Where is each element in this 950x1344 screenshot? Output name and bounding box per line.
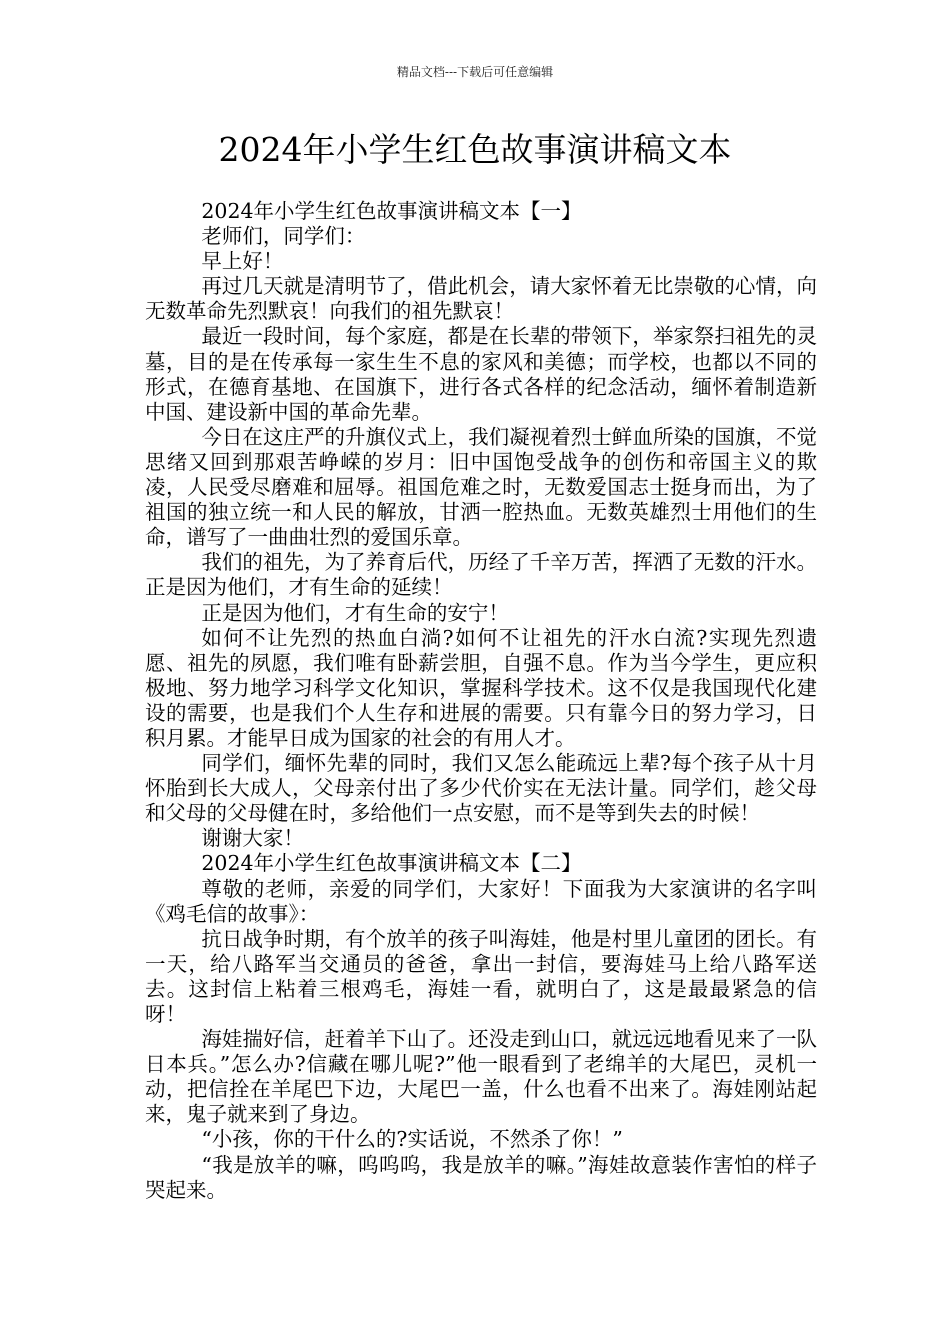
dialogue-line: “小孩，你的干什么的?实话说，不然杀了你！” bbox=[201, 1127, 623, 1152]
section-heading-1: 2024年小学生红色故事演讲稿文本【一】 bbox=[201, 199, 582, 223]
salutation: 老师们，同学们： bbox=[201, 224, 366, 249]
paragraph: 海娃揣好信，赶着羊下山了。还没走到山口，就远远地看见来了一队日本兵。”怎么办?信藏在哪儿呢?”他一眼看到了老绵羊的大尾巴，灵机一动，把信拴在羊尾巴下边，大尾巴一盖，什么也看不出来了。海娃刚站起来，鬼子就来到了身边。 bbox=[145, 1027, 817, 1127]
section-heading-2: 2024年小学生红色故事演讲稿文本【二】 bbox=[201, 851, 582, 876]
page-header-note: 精品文档---下载后可任意编辑 bbox=[396, 65, 554, 79]
paragraph: 最近一段时间，每个家庭，都是在长辈的带领下，举家祭扫祖先的灵墓，目的是在传承每一家生生不息的家风和美德；而学校，也都以不同的形式，在德育基地、在国旗下，进行各式各样的纪念活动，缅怀着制造新中国、建设新中国的革命先辈。 bbox=[145, 324, 817, 424]
paragraph: 我们的祖先，为了养育后代，历经了千辛万苦，挥洒了无数的汗水。正是因为他们，才有生命的延续！ bbox=[145, 550, 817, 600]
closing-thanks: 谢谢大家！ bbox=[201, 826, 304, 851]
paragraph: 尊敬的老师，亲爱的同学们，大家好！下面我为大家演讲的名字叫《鸡毛信的故事》： bbox=[145, 876, 817, 926]
greeting: 早上好！ bbox=[201, 249, 284, 274]
document-title: 2024年小学生红色故事演讲稿文本 bbox=[218, 130, 732, 169]
paragraph: 再过几天就是清明节了，借此机会，请大家怀着无比崇敬的心情，向无数革命先烈默哀！向我们的祖先默哀！ bbox=[145, 274, 817, 324]
paragraph: 正是因为他们，才有生命的安宁！ bbox=[201, 600, 509, 625]
paragraph: 抗日战争时期，有个放羊的孩子叫海娃，他是村里儿童团的团长。有一天，给八路军当交通员的爸爸，拿出一封信，要海娃马上给八路军送去。这封信上粘着三根鸡毛，海娃一看，就明白了，这是最最紧急的信呀！ bbox=[145, 926, 817, 1026]
paragraph: 今日在这庄严的升旗仪式上，我们凝视着烈士鲜血所染的国旗，不觉思绪又回到那艰苦峥嵘的岁月：旧中国饱受战争的创伤和帝国主义的欺凌，人民受尽磨难和屈辱。祖国危难之时，无数爱国志士挺身而出，为了祖国的独立统一和人民的解放，甘洒一腔热血。无数英雄烈士用他们的生命，谱写了一曲曲壮烈的爱国乐章。 bbox=[145, 424, 817, 550]
paragraph: 如何不让先烈的热血白淌?如何不让祖先的汗水白流?实现先烈遗愿、祖先的夙愿，我们唯有卧薪尝胆，自强不息。作为当今学生，更应积极地、努力地学习科学文化知识，掌握科学技术。这不仅是我国现代化建设的需要，也是我们个人生存和进展的需要。只有靠今日的努力学习，日积月累。才能早日成为国家的社会的有用人才。 bbox=[145, 625, 817, 750]
document-body bbox=[145, 199, 817, 1203]
paragraph: 同学们，缅怀先辈的同时，我们又怎么能疏远上辈?每个孩子从十月怀胎到长大成人，父母亲付出了多少代价实在无法计量。同学们，趁父母和父母的父母健在时，多给他们一点安慰，而不是等到失去的时候！ bbox=[145, 751, 817, 826]
dialogue-line: “我是放羊的嘛，呜呜呜，我是放羊的嘛。”海娃故意装作害怕的样子哭起来。 bbox=[145, 1152, 817, 1202]
